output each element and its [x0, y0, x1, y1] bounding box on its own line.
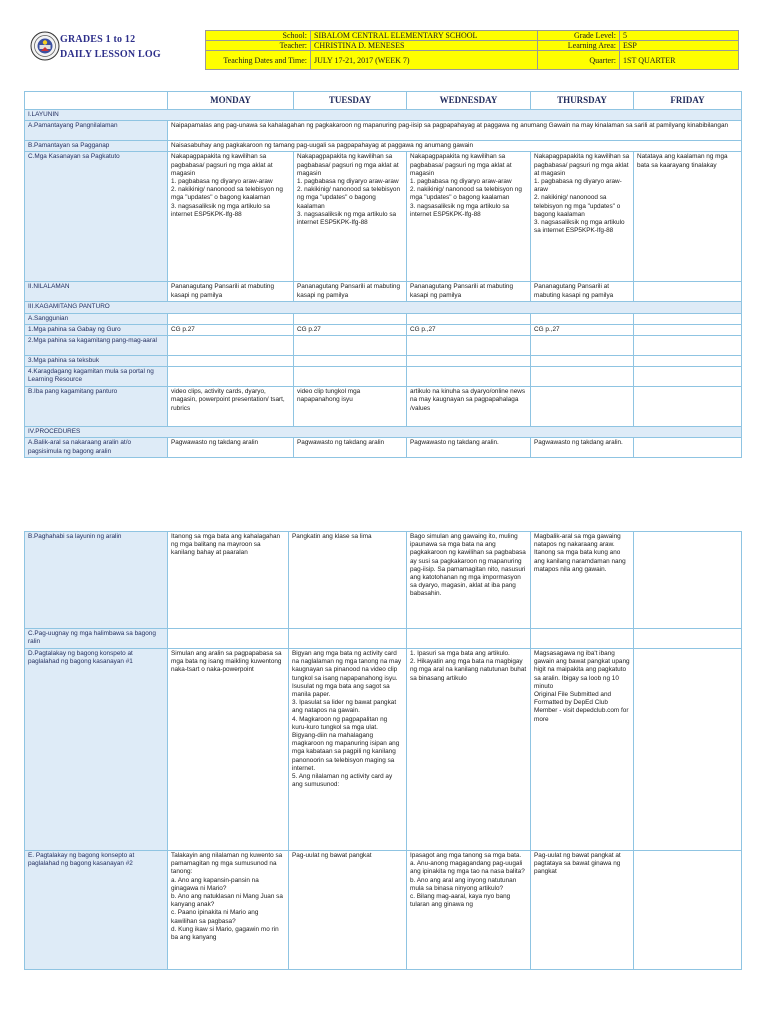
quarter-label: Quarter: [538, 51, 620, 70]
lesson-log-table-page2 [24, 531, 742, 970]
row-label-lr-portal: 4.Karagdagang kagamitan mula sa portal ng Learning Resource [25, 367, 168, 387]
nilalaman-wednesday: Pananagutang Pansarili at mabuting kasapi ng pamilya [407, 282, 531, 302]
kasanayan-monday: Nakapagpapakita ng kawilihan sa pagbabasa/ pagsuri ng mga aklat at magasin 1. pagbabasa ng diyaryo araw-araw 2. nakikinig/ nanonood sa telebisyon ng mga "updates" o bagong kaalaman 3. nagsasaliksik ng mga artikulo sa internet ESP5KPK-Ifg-88 [168, 152, 294, 282]
day-wednesday: WEDNESDAY [407, 92, 531, 110]
paghahabi-thursday: Magbalik-aral sa mga gawaing natapos ng nakaraang araw. Itanong sa mga bata kung ano ang kanilang naramdaman nang matapos nila ang gawain. [531, 532, 634, 629]
day-thursday: THURSDAY [531, 92, 634, 110]
pagtalakay1-monday: Simulan ang aralin sa pagpapabasa sa mga bata ng isang maikling kuwentong naka-tsart o naka-powerpoint [168, 649, 289, 851]
dates-label: Teaching Dates and Time: [206, 51, 311, 70]
learning-area-label: Learning Area: [538, 41, 620, 51]
gabay-guro-monday: CG p.27 [168, 324, 294, 335]
day-header-row [25, 92, 742, 110]
grade-level-label: Grade Level: [538, 31, 620, 41]
row-label-balik-aral: A.Balik-aral sa nakaraang aralin at/o pagsisimula ng bagong aralin [25, 438, 168, 458]
kasanayan-tuesday: Nakapagpapakita ng kawilihan sa pagbabasa/ pagsuri ng mga aklat at magasin 1. pagbabasa ng diyaryo araw-araw 2. nakikinig/ nanonood sa telebisyon ng mga "updates" o bagong kaalaman 3. nagsasaliksik ng mga artikulo sa internet ESP5KPK-Ifg-88 [294, 152, 407, 282]
school-value: SIBALOM CENTRAL ELEMENTARY SCHOOL [311, 31, 538, 41]
nilalaman-tuesday: Pananagutang Pansarili at mabuting kasapi ng pamilya [294, 282, 407, 302]
row-label-gabay-guro: 1.Mga pahina sa Gabay ng Guro [25, 324, 168, 335]
pagtalakay2-tuesday: Pag-uulat ng bawat pangkat [289, 851, 407, 970]
pagtalakay1-thursday: Magsasagawa ng iba't ibang gawain ang bawat pangkat upang higit na maipakita ang pagkatuto sa aralin. Ibigay sa loob ng 10 minuto Original File Submitted and Formatted by DepEd Club Member - visit depedclub.com for more [531, 649, 634, 851]
row-label-pamantayan-pagganap: B.Pamantayan sa Pagganap [25, 141, 168, 152]
row-label-pagtalakay-1: D.Pagtalakay ng bagong konspeto at paglalahad ng bagong kasanayan #1 [25, 649, 168, 851]
header-info-table [205, 30, 739, 70]
paghahabi-monday: Itanong sa mga bata ang kahalagahan ng mga balitang na mayroon sa kanilang bahay at paaralan [168, 532, 289, 629]
row-label-kasanayan: C.Mga Kasanayan sa Pagkatuto [25, 152, 168, 282]
kasanayan-friday: Natataya ang kaalaman ng mga bata sa kaarayang tinalakay [634, 152, 742, 282]
gabay-guro-wednesday: CG p.,27 [407, 324, 531, 335]
pagtalakay2-thursday: Pag-uulat ng bawat pangkat at pagtataya sa bawat ginawa ng pangkat [531, 851, 634, 970]
iba-pang-wednesday: artikulo na kinuha sa dyaryo/online news na may kaugnayan sa pagpapahalaga /values [407, 387, 531, 427]
section-layunin: I.LAYUNIN [25, 110, 742, 121]
pagtalakay1-wednesday: 1. Ipasuri sa mga bata ang artikulo. 2. Hikayatin ang mga bata na magbigay ng mga aral na kanilang natutunan buhat sa binasang artikulo [407, 649, 531, 851]
form-title [60, 32, 161, 62]
day-monday: MONDAY [168, 92, 294, 110]
section-kagamitang-panturo: III.KAGAMITANG PANTURO [25, 302, 742, 313]
nilalaman-monday: Pananagutang Pansarili at mabuting kasapi ng pamilya [168, 282, 294, 302]
paghahabi-wednesday: Bago simulan ang gawaing ito, muling ipaunawa sa mga bata na ang pagkakaroon ng kawilihan sa pagbabasa ay susi sa pagkakaroon ng mapanuring pag-iisip. Sa pamamagitan nito, nasusuri ang katotohanan ng mga impormasyon sa dyaryo, magasin, aklat at iba pang babasahin. [407, 532, 531, 629]
day-tuesday: TUESDAY [294, 92, 407, 110]
iba-pang-tuesday: video clip tungkol mga napapanahong isyu [294, 387, 407, 427]
title-line-1: GRADES 1 to 12 [60, 34, 136, 45]
deped-seal-logo [30, 31, 60, 61]
title-line-2: DAILY LESSON LOG [60, 49, 161, 60]
pagtalakay2-monday: Talakayin ang nilalaman ng kuwento sa pamamagitan ng mga sumusunod na tanong: a. Ano ang kapansin-pansin na ginagawa ni Mario? b. Ano ang natuklasan ni Mang Juan sa kanyang anak? c. Paano ipinakita ni Mario ang kawilihan sa pagbasa? d. Kung ikaw si Mario, gagawin mo rin ba ang kanyang [168, 851, 289, 970]
teacher-label: Teacher: [206, 41, 311, 51]
row-label-pagtalakay-2: E. Pagtalakay ng bagong konsepto at paglalahad ng bagong kasanayan #2 [25, 851, 168, 970]
grade-level-value: 5 [620, 31, 739, 41]
school-label: School: [206, 31, 311, 41]
gabay-guro-tuesday: CG p.27 [294, 324, 407, 335]
learning-area-value: ESP [620, 41, 739, 51]
kasanayan-wednesday: Nakapagpapakita ng kawilihan sa pagbabasa/ pagsuri ng mga aklat at magasin 1. pagbabasa ng diyaryo araw-araw 2. nakikinig/ nanonood sa telebisyon ng mga "updates" o bagong kaalaman 3. nagsasaliksik ng mga artikulo sa internet ESP5KPK-Ifg-88 [407, 152, 531, 282]
pamantayan-pagganap-text: Naisasabuhay ang pagkakaroon ng tamang pag-uugali sa pagpapahayag at paggawa ng anumang gawain [168, 141, 742, 152]
balik-aral-tuesday: Pagwawasto ng takdang aralin [294, 438, 407, 458]
row-label-pag-uugnay: C.Pag-uugnay ng mga halimbawa sa bagong ralin [25, 629, 168, 649]
dates-value: JULY 17-21, 2017 (WEEK 7) [311, 51, 538, 70]
iba-pang-monday: video clips, activity cards, dyaryo, magasin, powerpoint presentation/ tsart, rubrics [168, 387, 294, 427]
row-label-paghahabi: B.Paghahabi sa layunin ng aralin [25, 532, 168, 629]
row-label-sanggunian: A.Sanggunian [25, 313, 168, 324]
row-label-pamantayang-pangnilalaman: A.Pamantayang Pangnilalaman [25, 121, 168, 141]
teacher-value: CHRISTINA D. MENESES [311, 41, 538, 51]
row-label-nilalaman: II.NILALAMAN [25, 282, 168, 302]
balik-aral-monday: Pagwawasto ng takdang aralin [168, 438, 294, 458]
kasanayan-thursday: Nakapagpapakita ng kawilihan sa pagbabasa/ pagsuri ng mga aklat at magasin 1. pagbabasa ng diyaryo araw-araw 2. nakikinig/ nanonood sa telebisyon ng mga "updates" o bagong kaalaman 3. nagsasaliksik ng mga artikulo sa internet ESP5KPK-Ifg-88 [531, 152, 634, 282]
lesson-log-table-page1 [24, 91, 742, 458]
quarter-value: 1ST QUARTER [620, 51, 739, 70]
section-procedures: IV.PROCEDURES [25, 427, 742, 438]
balik-aral-thursday: Pagwawasto ng takdang aralin. [531, 438, 634, 458]
paghahabi-tuesday: Pangkatin ang klase sa lima [289, 532, 407, 629]
day-friday: FRIDAY [634, 92, 742, 110]
row-label-iba-pang-kagamitan: B.Iba pang kagamitang panturo [25, 387, 168, 427]
pagtalakay1-tuesday: Bigyan ang mga bata ng activity card na naglalaman ng mga tanong na may kaugnayan sa pinanood na video clip tungkol sa isang napapanahong isyu. Isusulat ng mga bata ang sagot sa manila paper. 3. Ipasulat sa lider ng bawat pangkat ang natapos na gawain. 4. Magkaroon ng pagpapalitan ng kuru-kuro tungkol sa mga ulat. Bigyang-diin na mahalagang magkaroon ng mapanuring isipan ang mga kabataan sa pagpili ng kanilang panonoorin sa telebisyon maging sa internet. 5. Ang nilalaman ng activity card ay ang sumusunod: [289, 649, 407, 851]
balik-aral-wednesday: Pagwawasto ng takdang aralin. [407, 438, 531, 458]
row-label-teksbuk: 3.Mga pahina sa teksbuk [25, 356, 168, 367]
pamantayang-pangnilalaman-text: Naipapamalas ang pag-unawa sa kahalagahan ng pagkakaroon ng mapanuring pag-iisip sa pagpapahayag at paggawa ng anumang Gawain na may kinalaman sa sarili at pamilyang kinabibilangan [168, 121, 742, 141]
pagtalakay2-wednesday: Ipasagot ang mga tanong sa mga bata. a. Anu-anong magagandang pag-uugali ang ipinakita ng mga tao na nasa balita? b. Ano ang aral ang inyong natutunan mula sa binasa ninyong artikulo? c. Bilang mag-aaral, kaya nyo bang tularan ang ginawa ng [407, 851, 531, 970]
nilalaman-thursday: Pananagutang Pansarili at mabuting kasapi ng pamilya [531, 282, 634, 302]
gabay-guro-thursday: CG p.,27 [531, 324, 634, 335]
row-label-kagamitang-mag-aaral: 2.Mga pahina sa kagamitang pang-mag-aaral [25, 336, 168, 356]
